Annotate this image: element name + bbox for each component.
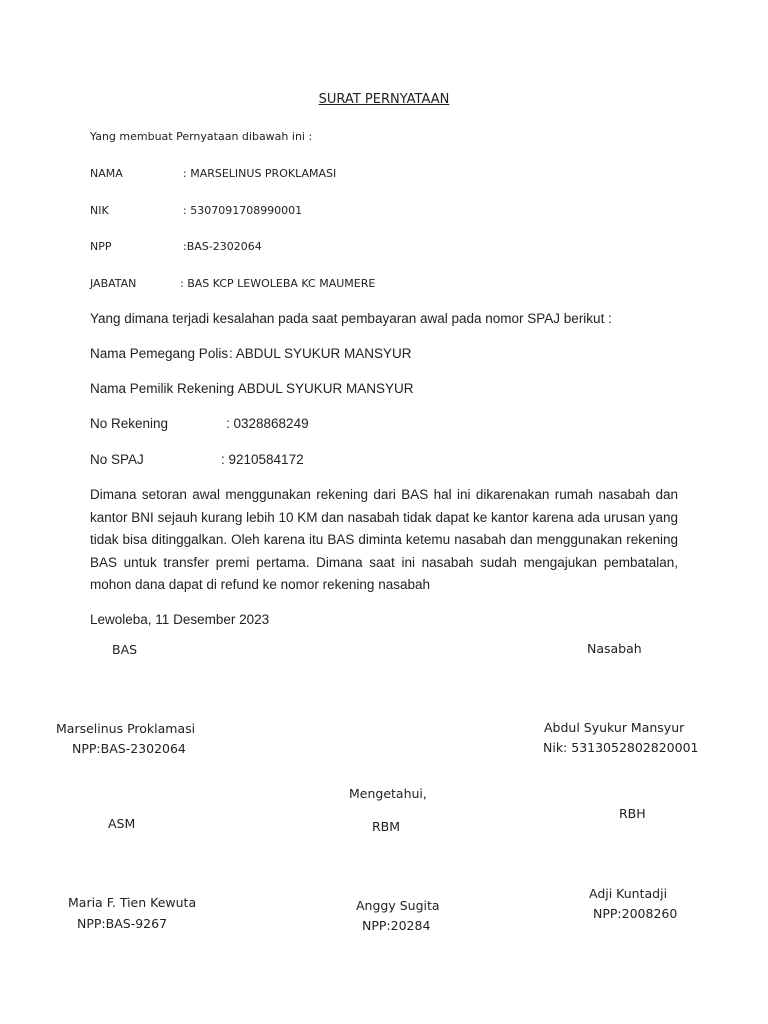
- no-spaj-value: : 9210584172: [221, 452, 304, 467]
- rbh-role: RBH: [619, 806, 646, 821]
- npp-value: :BAS-2302064: [183, 240, 262, 253]
- mengetahui-label: Mengetahui,: [349, 786, 427, 801]
- bas-role: BAS: [112, 642, 138, 657]
- nik-value: : 5307091708990001: [183, 204, 303, 217]
- pemegang-polis-value: : ABDUL SYUKUR MANSYUR: [229, 346, 412, 361]
- explanation-paragraph: Dimana setoran awal menggunakan rekening dari BAS hal ini dikarenakan rumah nasabah dan kantor BNI sejauh kurang lebih 10 KM dan nasabah tidak dapat ke kantor karena ada urusan yang tidak bisa ditinggalkan. Oleh karena itu BAS diminta ketemu nasabah dan menggunakan rekening BAS untuk transfer premi pertama. Dimana saat ini nasabah sudah mengajukan pembatalan, mohon dana dapat di refund ke nomor rekening nasabah: [90, 487, 678, 592]
- nasabah-signer-nik: Nik: 5313052802820001: [543, 740, 699, 755]
- intro-text: Yang membuat Pernyataan dibawah ini :: [90, 130, 313, 143]
- asm-signer-name: Maria F. Tien Kewuta: [68, 895, 197, 910]
- rbh-signer-npp: NPP:2008260: [593, 906, 678, 921]
- asm-signer-npp: NPP:BAS-9267: [77, 916, 168, 931]
- nama-label: NAMA: [90, 167, 123, 180]
- place-date: Lewoleba, 11 Desember 2023: [90, 612, 270, 627]
- pemegang-polis-label: Nama Pemegang Polis: [90, 346, 229, 361]
- rbm-role: RBM: [372, 819, 401, 834]
- no-spaj-label: No SPAJ: [90, 452, 144, 467]
- jabatan-label: JABATAN: [90, 277, 137, 290]
- bas-signer-npp: NPP:BAS-2302064: [72, 741, 186, 756]
- nik-label: NIK: [90, 204, 109, 217]
- npp-label: NPP: [90, 240, 112, 253]
- rbm-signer-name: Anggy Sugita: [356, 898, 440, 913]
- bas-signer-name: Marselinus Proklamasi: [56, 721, 196, 736]
- jabatan-value: : BAS KCP LEWOLEBA KC MAUMERE: [180, 277, 376, 290]
- asm-role: ASM: [108, 816, 136, 831]
- nasabah-role: Nasabah: [587, 641, 642, 656]
- document-title: SURAT PERNYATAAN: [318, 92, 450, 107]
- pemilik-rekening-value: : ABDUL SYUKUR MANSYUR: [231, 381, 414, 396]
- no-rekening-label: No Rekening: [90, 416, 169, 431]
- statement-text: Yang dimana terjadi kesalahan pada saat pembayaran awal pada nomor SPAJ berikut :: [90, 311, 612, 326]
- pemilik-rekening-label: Nama Pemilik Rekening: [90, 381, 235, 396]
- nama-value: : MARSELINUS PROKLAMASI: [183, 167, 337, 180]
- nasabah-signer-name: Abdul Syukur Mansyur: [544, 720, 685, 735]
- rbm-signer-npp: NPP:20284: [362, 918, 431, 933]
- rbh-signer-name: Adji Kuntadji: [589, 886, 668, 901]
- no-rekening-value: : 0328868249: [226, 416, 309, 431]
